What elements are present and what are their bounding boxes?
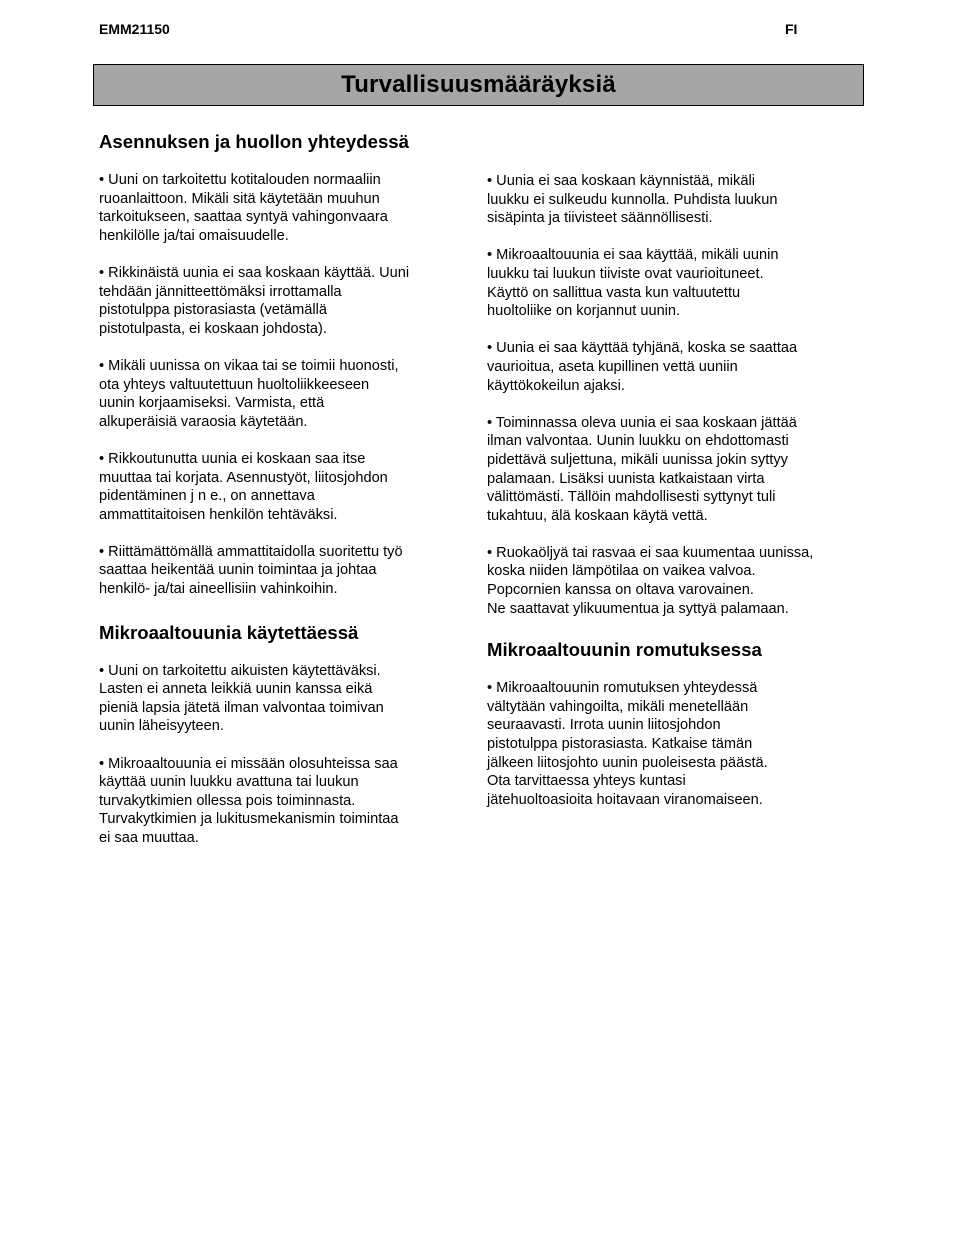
section-heading-disposal: Mikroaaltouunin romutuksessa [487, 639, 762, 661]
paragraph: • Toiminnassa oleva uunia ei saa koskaan jättää ilman valvontaa. Uunin luukku on ehdottomasti pidettävä suljettuna, mikäli uunissa jokin syttyy palamaan. Lisäksi uunista katkaistaan virta välittömästi. Tällöin mahdollisesti syttynyt tuli tukahtuu, älä koskaan käytä vettä. [487, 414, 797, 524]
paragraph: • Ruokaöljyä tai rasvaa ei saa kuumentaa uunissa, koska niiden lämpötilaa on vaikea valvoa. Popcornien kanssa on oltava varovainen. Ne saattavat ylikuumentua ja syttyä palamaan. [487, 544, 814, 617]
model-number: EMM21150 [99, 21, 170, 37]
paragraph: • Rikkinäistä uunia ei saa koskaan käyttää. Uuni tehdään jännitteettömäksi irrottamalla pistotulppa pistorasiasta (vetämällä pistotulpasta, ei koskaan johdosta). [99, 264, 410, 337]
page-title-box [93, 64, 864, 106]
paragraph: • Uuni on tarkoitettu aikuisten käytettäväksi. Lasten ei anneta leikkiä uunin kanssa eikä pieniä lapsia jätetä ilman valvontaa toimivan uunin läheisyyteen. [99, 662, 384, 735]
left-column [99, 131, 449, 866]
paragraph: • Riittämättömällä ammattitaidolla suoritettu työ saattaa heikentää uunin toimintaa ja johtaa henkilö- ja/tai aineellisiin vahinkoihin. [99, 543, 403, 598]
page-title: Turvallisuusmääräyksiä [341, 71, 616, 98]
paragraph: • Mikroaaltouunia ei missään olosuhteissa saa käyttää uunin luukku avattuna tai luukun turvakytkimien ollessa pois toiminnasta. Turvakytkimien ja lukitusmekanismin toimintaa ei saa muuttaa. [99, 755, 399, 846]
right-column [487, 172, 857, 828]
paragraph: • Mikäli uunissa on vikaa tai se toimii huonosti, ota yhteys valtuutettuun huoltoliikkeeseen uunin korjaamiseksi. Varmista, että alkuperäisiä varaosia käytetään. [99, 357, 399, 430]
paragraph: • Mikroaaltouunin romutuksen yhteydessä vältytään vahingoilta, mikäli menetellään seuraavasti. Irrota uunin liitosjohdon pistotulppa pistorasiasta. Katkaise tämän jälkeen liitosjohto uunin puoleisesta päästä. Ota tarvittaessa yhteys kuntasi jätehuoltoasioita hoitavaan viranomaiseen. [487, 680, 768, 808]
paragraph: • Mikroaaltouunia ei saa käyttää, mikäli uunin luukku tai luukun tiiviste ovat vaurioituneet. Käyttö on sallittua vasta kun valtuutettu huoltoliike on korjannut uunin. [487, 247, 779, 320]
section-heading-usage: Mikroaaltouunia käytettäessä [99, 621, 359, 643]
paragraph: • Rikkoutunutta uunia ei koskaan saa itse muuttaa tai korjata. Asennustyöt, liitosjohdon pidentäminen j n e., on annettava ammattitaitoisen henkilön tehtäväksi. [99, 450, 388, 523]
paragraph: • Uunia ei saa käyttää tyhjänä, koska se saattaa vaurioitua, aseta kupillinen vettä uuniin käyttökokeilun ajaksi. [487, 340, 798, 394]
language-code: FI [785, 21, 798, 37]
paragraph: • Uunia ei saa koskaan käynnistää, mikäli luukku ei sulkeudu kunnolla. Puhdista luukun sisäpinta ja tiivisteet säännöllisesti. [487, 173, 778, 227]
paragraph: • Uuni on tarkoitettu kotitalouden normaaliin ruoanlaittoon. Mikäli sitä käytetään muuhun tarkoitukseen, saattaa syntyä vahingonvaara henkilölle ja/tai omaisuudelle. [99, 172, 388, 244]
section-heading-installation: Asennuksen ja huollon yhteydessä [99, 131, 409, 152]
